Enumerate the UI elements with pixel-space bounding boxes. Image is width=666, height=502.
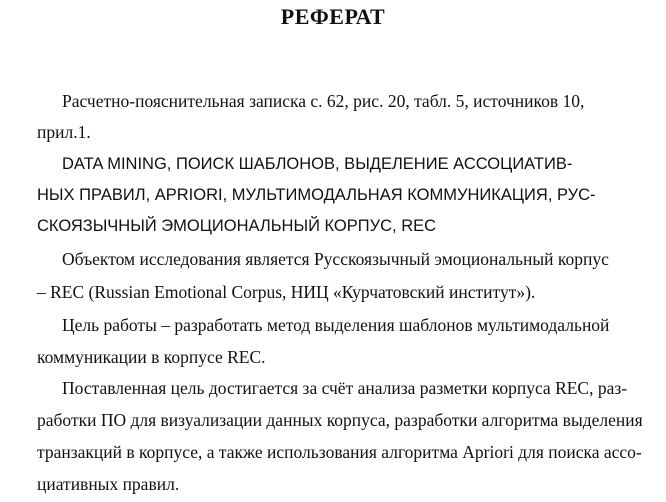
summary-line-1: Расчетно-пояснительная записка с. 62, рис. 20, табл. 5, источников 10, bbox=[62, 91, 585, 111]
keywords-line-1: DATA MINING, ПОИСК ШАБЛОНОВ, ВЫДЕЛЕНИЕ АССОЦИАТИВ- bbox=[62, 155, 573, 173]
keywords-line-3: СКОЯЗЫЧНЫЙ ЭМОЦИОНАЛЬНЫЙ КОРПУС, REC bbox=[37, 217, 437, 235]
keywords-line-2: НЫХ ПРАВИЛ, APRIORI, МУЛЬТИМОДАЛЬНАЯ КОММУНИКАЦИЯ, РУС- bbox=[37, 186, 596, 204]
method-line-1: Поставленная цель достигается за счёт анализа разметки корпуса REC, раз- bbox=[62, 378, 628, 398]
method-line-3: транзакций в корпусе, а также использования алгоритма Apriori для поиска ассо- bbox=[37, 442, 642, 462]
method-line-4: циативных правил. bbox=[37, 474, 180, 494]
goal-line-1: Цель работы – разработать метод выделения шаблонов мультимодальной bbox=[62, 315, 610, 335]
object-line-1: Объектом исследования является Русскоязычный эмоциональный корпус bbox=[62, 249, 609, 269]
summary-line-2: прил.1. bbox=[37, 122, 91, 142]
object-line-2: – REC (Russian Emotional Corpus, НИЦ «Курчатовский институт»). bbox=[37, 282, 536, 302]
page-title: РЕФЕРАТ bbox=[280, 4, 386, 29]
method-line-2: работки ПО для визуализации данных корпуса, разработки алгоритма выделения bbox=[37, 410, 643, 430]
goal-line-2: коммуникации в корпусе REC. bbox=[37, 347, 266, 367]
